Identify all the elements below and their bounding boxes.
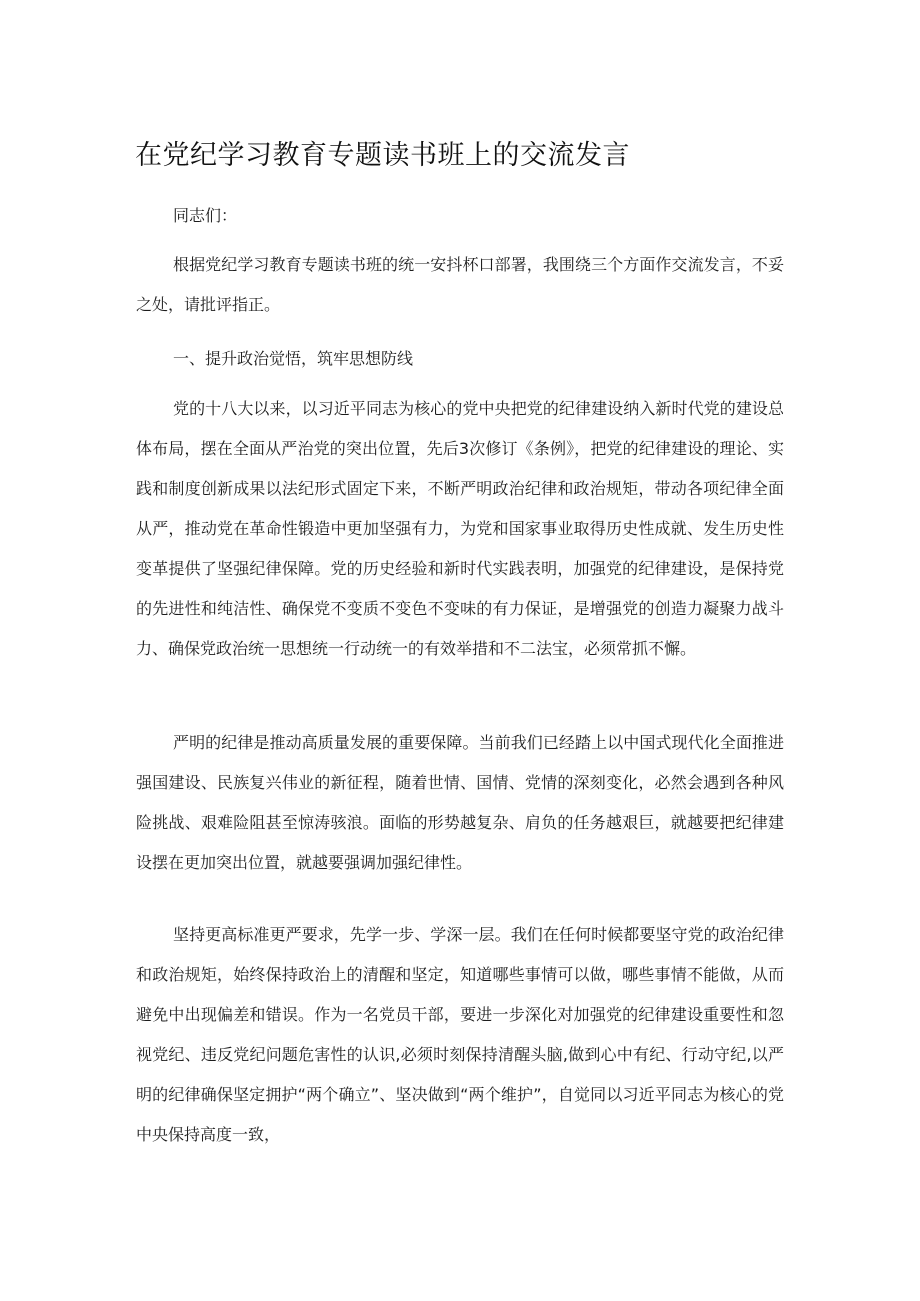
paragraph-intro: 根据党纪学习教育专题读书班的统一安抖杯口部署，我围绕三个方面作交流发言，不妥之处，请批评指正。 xyxy=(136,255,784,314)
salutation: 同志们： xyxy=(173,206,238,225)
paragraph-standard: 坚持更高标准更严要求，先学一步、学深一层。我们在任何时候都要坚守党的政治纪律和政治规矩，始终保持政治上的清醒和坚定，知道哪些事情可以做，哪些事情不能做，从而避免中出现偏差和错误。作为一名党员干部，要进一步深化对加强党的纪律建设重要性和忽视党纪、违反党纪问题危害性的认识,必须时刻保持清醒头脑,做到心中有纪、行动守纪,以严明的纪律确保坚定拥护“两个确立”、坚决做到“两个维护”，自觉同以习近平同志为核心的党中央保持高度一致， xyxy=(136,925,784,1144)
paragraph-discipline: 严明的纪律是推动高质量发展的重要保障。当前我们已经踏上以中国式现代化全面推进强国建设、民族复兴伟业的新征程，随着世情、国情、党情的深刻变化，必然会遇到各种风险挑战、艰难险阻甚至惊涛骇浪。面临的形势越复杂、肩负的任务越艰巨，就越要把纪律建设摆在更加突出位置，就越要强调加强纪律性。 xyxy=(136,733,784,872)
paragraph-history: 党的十八大以来，以习近平同志为核心的党中央把党的纪律建设纳入新时代党的建设总体布局，摆在全面从严治党的突出位置，先后3次修订《条例》，把党的纪律建设的理论、实践和制度创新成果以法纪形式固定下来，不断严明政治纪律和政治规矩，带动各项纪律全面从严，推动党在革命性锻造中更加坚强有力，为党和国家事业取得历史性成就、发生历史性变革提供了坚强纪律保障。党的历史经验和新时代实践表明，加强党的纪律建设，是保持党的先进性和纯洁性、确保党不变质不变色不变味的有力保证，是增强党的创造力凝聚力战斗力、确保党政治统一思想统一行动统一的有效举措和不二法宝，必须常抓不懈。 xyxy=(136,399,784,658)
section-heading-one: 一、提升政治觉悟，筑牢思想防线 xyxy=(173,349,414,368)
document-title: 在党纪学习教育专题读书班上的交流发言 xyxy=(135,140,630,171)
